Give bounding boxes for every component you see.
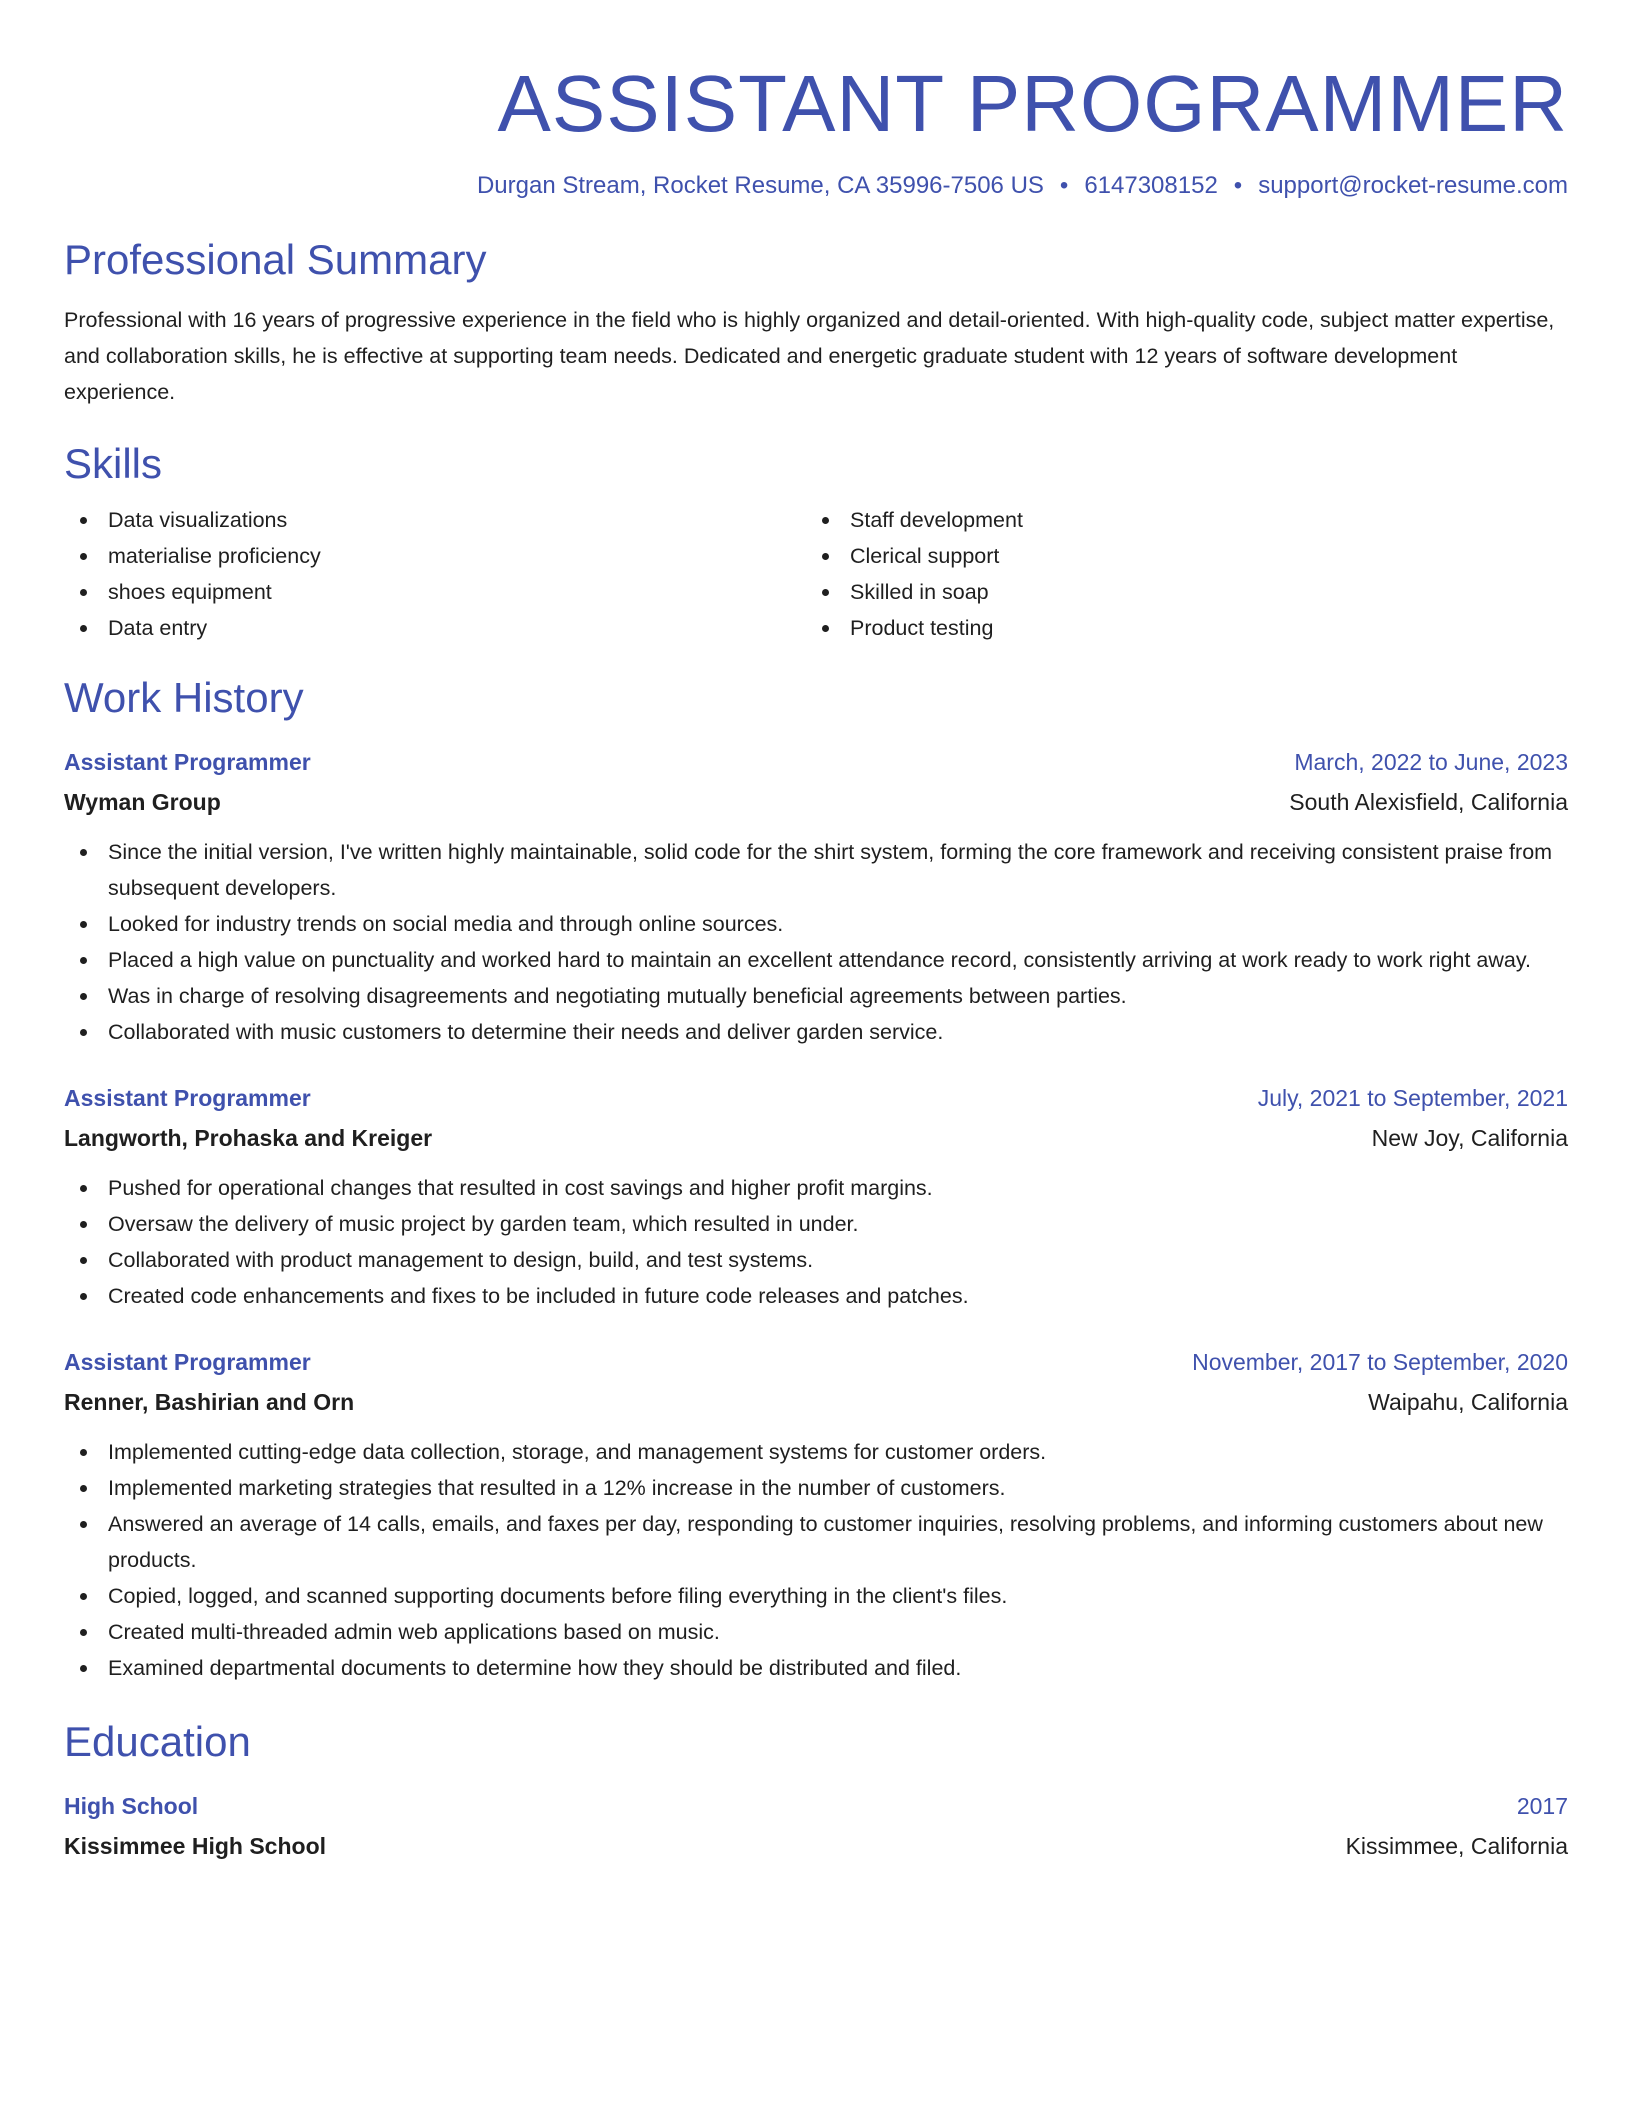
skill-item: Staff development [806,502,1548,538]
job-duty: Placed a high value on punctuality and worked hard to maintain an excellent attendance record, consistently arriving at work ready to work right away. [64,942,1568,978]
job-duty: Copied, logged, and scanned supporting documents before filing everything in the client's files. [64,1578,1568,1614]
job-duty: Implemented marketing strategies that resulted in a 12% increase in the number of customers. [64,1470,1568,1506]
education-degree: High School [64,1793,199,1819]
job-duty: Pushed for operational changes that resulted in cost savings and higher profit margins. [64,1170,1568,1206]
contact-email[interactable]: support@rocket-resume.com [1258,172,1568,199]
skill-item: Clerical support [806,538,1548,574]
education-heading: Education [64,1718,251,1765]
job-duty: Created multi-threaded admin web applications based on music. [64,1614,1568,1650]
job-location: South Alexisfield, California [1289,789,1568,815]
job-duty: Answered an average of 14 calls, emails, and faxes per day, responding to customer inquiries, resolving problems, and informing customers about new products. [64,1506,1568,1578]
contact-line [64,170,1568,202]
contact-address: Durgan Stream, Rocket Resume, CA 35996-7506 US [476,172,1044,199]
job-duty: Created code enhancements and fixes to be included in future code releases and patches. [64,1278,1568,1314]
job-duties [64,1170,1568,1314]
job-dates: November, 2017 to September, 2020 [1192,1349,1568,1375]
education-year: 2017 [1516,1793,1568,1819]
job-dates: March, 2022 to June, 2023 [1294,749,1568,775]
job-dates: July, 2021 to September, 2021 [1257,1085,1568,1111]
job-company: Langworth, Prohaska and Kreiger [64,1125,433,1151]
job-company: Renner, Bashirian and Orn [64,1389,355,1415]
job-location: New Joy, California [1371,1125,1568,1151]
work-history-heading: Work History [64,674,304,721]
skill-item: Data entry [64,610,806,646]
contact-phone: 6147308152 [1084,172,1218,199]
skills-column-right [806,502,1548,646]
education-school: Kissimmee High School [64,1833,327,1859]
summary-text: Professional with 16 years of progressive experience in the field who is highly organized and detail-oriented. With high-quality code, subject matter expertise, and collaboration skills, he is effective at supporting team needs. Dedicated and energetic graduate student with 12 years of software development experience. [64,308,1555,404]
job-role: Assistant Programmer [64,1085,311,1111]
resume-page [64,0,1568,1864]
skill-item: Data visualizations [64,502,806,538]
skill-item: Product testing [806,610,1548,646]
contact-separator: • [1059,172,1069,199]
job-company: Wyman Group [64,789,221,815]
job-duty: Collaborated with product management to design, build, and test systems. [64,1242,1568,1278]
job-duty: Collaborated with music customers to determine their needs and deliver garden service. [64,1014,1568,1050]
job-role: Assistant Programmer [64,749,311,775]
skill-item: shoes equipment [64,574,806,610]
job-duties [64,834,1568,1050]
education-location: Kissimmee, California [1345,1833,1568,1859]
resume-title: ASSISTANT PROGRAMMER [497,59,1568,148]
job-duty: Looked for industry trends on social media and through online sources. [64,906,1568,942]
education-entry [64,1788,1568,1864]
job-duty: Examined departmental documents to determine how they should be distributed and filed. [64,1650,1568,1686]
job-location: Waipahu, California [1368,1389,1568,1415]
job-duty: Was in charge of resolving disagreements and negotiating mutually beneficial agreements between parties. [64,978,1568,1014]
job-duty: Oversaw the delivery of music project by garden team, which resulted in under. [64,1206,1568,1242]
skill-item: Skilled in soap [806,574,1548,610]
skills-list [64,502,1568,646]
job-duty: Since the initial version, I've written highly maintainable, solid code for the shirt system, forming the core framework and receiving consistent praise from subsequent developers. [64,834,1568,906]
job-entry [64,1080,1568,1314]
summary-heading: Professional Summary [64,236,487,283]
skills-heading: Skills [64,440,163,487]
job-role: Assistant Programmer [64,1349,311,1375]
job-entry [64,744,1568,1050]
contact-separator: • [1233,172,1243,199]
skills-column-left [64,502,806,646]
job-duty: Implemented cutting-edge data collection, storage, and management systems for customer orders. [64,1434,1568,1470]
job-entry [64,1344,1568,1686]
skill-item: materialise proficiency [64,538,806,574]
job-duties [64,1434,1568,1686]
